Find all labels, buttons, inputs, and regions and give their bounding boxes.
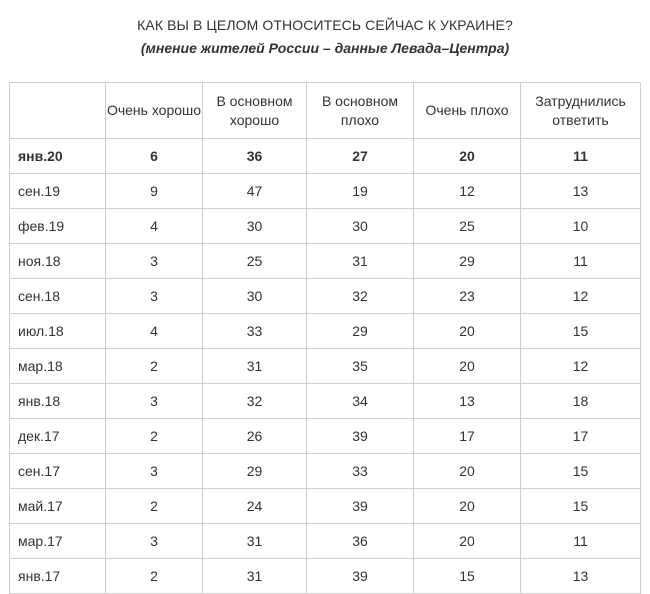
row-date-cell: янв.18 xyxy=(10,384,106,419)
cell-mostly-bad: 36 xyxy=(307,524,414,559)
cell-mostly-bad: 33 xyxy=(307,454,414,489)
cell-undecided: 15 xyxy=(521,314,641,349)
cell-very-bad: 20 xyxy=(414,314,521,349)
cell-mostly-good: 47 xyxy=(203,174,307,209)
table-row xyxy=(10,174,641,209)
cell-mostly-bad: 39 xyxy=(307,419,414,454)
cell-very-good: 4 xyxy=(106,314,203,349)
table-row xyxy=(10,314,641,349)
cell-very-good: 2 xyxy=(106,489,203,524)
row-date-cell: дек.17 xyxy=(10,419,106,454)
cell-very-good: 9 xyxy=(106,174,203,209)
table-row xyxy=(10,244,641,279)
row-date-cell: сен.17 xyxy=(10,454,106,489)
page-title: КАК ВЫ В ЦЕЛОМ ОТНОСИТЕСЬ СЕЙЧАС К УКРАИНЕ? xyxy=(137,17,513,33)
page-subtitle: (мнение жителей России – данные Левада–Центра) xyxy=(140,40,510,56)
row-date-cell: ноя.18 xyxy=(10,244,106,279)
cell-very-bad: 29 xyxy=(414,244,521,279)
cell-mostly-good: 24 xyxy=(203,489,307,524)
cell-mostly-good: 32 xyxy=(203,384,307,419)
cell-mostly-good: 31 xyxy=(203,349,307,384)
cell-undecided: 13 xyxy=(521,559,641,594)
cell-mostly-good: 25 xyxy=(203,244,307,279)
cell-mostly-good: 31 xyxy=(203,524,307,559)
cell-undecided: 13 xyxy=(521,174,641,209)
cell-mostly-good: 33 xyxy=(203,314,307,349)
cell-undecided: 17 xyxy=(521,419,641,454)
cell-mostly-bad: 30 xyxy=(307,209,414,244)
cell-undecided: 11 xyxy=(521,524,641,559)
table-row xyxy=(10,524,641,559)
row-date-cell: мар.17 xyxy=(10,524,106,559)
header-cell-mostly-bad: В основном плохо xyxy=(307,83,414,139)
header-cell-very-bad: Очень плохо xyxy=(414,83,521,139)
cell-very-bad: 15 xyxy=(414,559,521,594)
cell-very-bad: 20 xyxy=(414,139,521,174)
table-row xyxy=(10,489,641,524)
table-row xyxy=(10,139,641,174)
cell-mostly-bad: 39 xyxy=(307,559,414,594)
header-cell-date xyxy=(10,83,106,139)
cell-undecided: 11 xyxy=(521,244,641,279)
cell-very-good: 4 xyxy=(106,209,203,244)
cell-mostly-bad: 32 xyxy=(307,279,414,314)
cell-mostly-good: 30 xyxy=(203,209,307,244)
cell-undecided: 15 xyxy=(521,454,641,489)
header-cell-mostly-good: В основном хорошо xyxy=(203,83,307,139)
row-date-cell: сен.19 xyxy=(10,174,106,209)
table-body xyxy=(10,139,641,594)
cell-very-bad: 20 xyxy=(414,524,521,559)
table-row xyxy=(10,559,641,594)
cell-undecided: 12 xyxy=(521,279,641,314)
table-row xyxy=(10,384,641,419)
table-row xyxy=(10,349,641,384)
table-row xyxy=(10,454,641,489)
cell-very-good: 3 xyxy=(106,279,203,314)
cell-mostly-good: 29 xyxy=(203,454,307,489)
cell-mostly-bad: 35 xyxy=(307,349,414,384)
table-header-row xyxy=(10,83,641,139)
cell-undecided: 10 xyxy=(521,209,641,244)
cell-mostly-bad: 27 xyxy=(307,139,414,174)
cell-very-bad: 25 xyxy=(414,209,521,244)
row-date-cell: июл.18 xyxy=(10,314,106,349)
cell-mostly-bad: 39 xyxy=(307,489,414,524)
cell-very-bad: 20 xyxy=(414,454,521,489)
cell-mostly-bad: 29 xyxy=(307,314,414,349)
cell-mostly-good: 26 xyxy=(203,419,307,454)
row-date-cell: май.17 xyxy=(10,489,106,524)
header-cell-very-good: Очень хорошо xyxy=(106,83,203,139)
cell-undecided: 18 xyxy=(521,384,641,419)
cell-very-bad: 13 xyxy=(414,384,521,419)
row-date-cell: мар.18 xyxy=(10,349,106,384)
cell-very-good: 2 xyxy=(106,559,203,594)
cell-very-bad: 20 xyxy=(414,489,521,524)
header-cell-undecided: Затруднились ответить xyxy=(521,83,641,139)
cell-very-good: 3 xyxy=(106,244,203,279)
cell-very-bad: 20 xyxy=(414,349,521,384)
cell-mostly-bad: 19 xyxy=(307,174,414,209)
cell-very-bad: 17 xyxy=(414,419,521,454)
cell-undecided: 15 xyxy=(521,489,641,524)
table-row xyxy=(10,209,641,244)
table-row xyxy=(10,279,641,314)
cell-mostly-good: 31 xyxy=(203,559,307,594)
cell-very-good: 3 xyxy=(106,524,203,559)
table-row xyxy=(10,419,641,454)
row-date-cell: фев.19 xyxy=(10,209,106,244)
row-date-cell: сен.18 xyxy=(10,279,106,314)
poll-table xyxy=(9,82,641,594)
cell-mostly-bad: 31 xyxy=(307,244,414,279)
cell-mostly-good: 36 xyxy=(203,139,307,174)
cell-very-good: 3 xyxy=(106,454,203,489)
cell-very-good: 2 xyxy=(106,349,203,384)
cell-very-good: 6 xyxy=(106,139,203,174)
cell-very-good: 2 xyxy=(106,419,203,454)
cell-mostly-good: 30 xyxy=(203,279,307,314)
row-date-cell: янв.20 xyxy=(10,139,106,174)
cell-very-bad: 12 xyxy=(414,174,521,209)
cell-very-bad: 23 xyxy=(414,279,521,314)
cell-undecided: 11 xyxy=(521,139,641,174)
cell-mostly-bad: 34 xyxy=(307,384,414,419)
row-date-cell: янв.17 xyxy=(10,559,106,594)
cell-very-good: 3 xyxy=(106,384,203,419)
cell-undecided: 12 xyxy=(521,349,641,384)
